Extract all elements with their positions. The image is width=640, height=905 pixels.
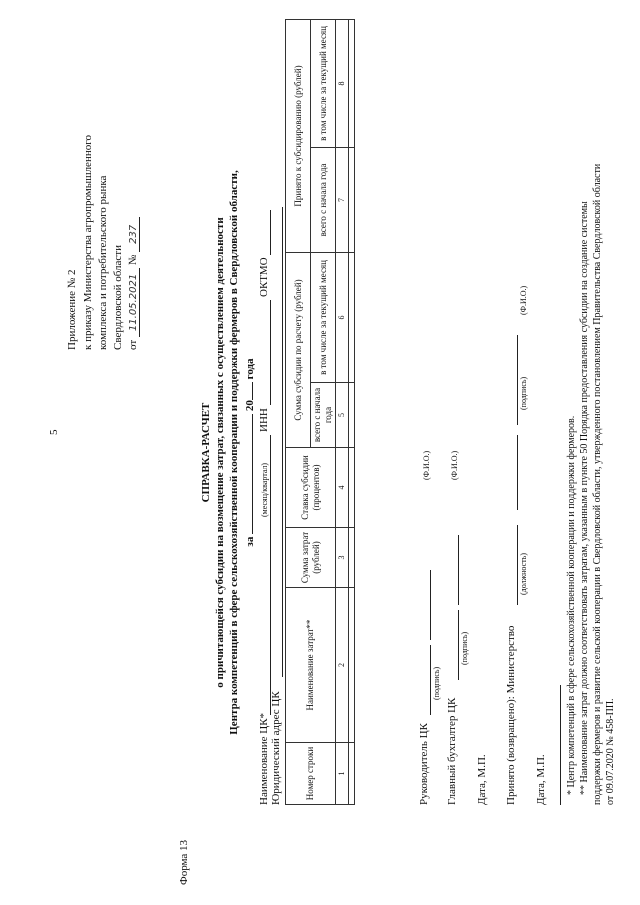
footnote-2-line-3: от 09.07.2020 № 458-ПП.: [605, 698, 616, 805]
col-number: 3: [336, 528, 349, 588]
appendix-line-3: Свердловской области: [112, 245, 124, 350]
address-field[interactable]: [282, 207, 283, 677]
period-blank[interactable]: [252, 414, 253, 534]
appendix-date-row: [127, 217, 139, 350]
appendix-line-1: к приказу Министерства агропромышленного: [82, 135, 94, 350]
table-cell[interactable]: [349, 743, 355, 805]
table-cell[interactable]: [349, 383, 355, 448]
table-row: [349, 20, 355, 805]
table-cell[interactable]: [349, 148, 355, 253]
col-cost-sum: Сумма затрат (рублей): [286, 528, 336, 588]
table-header-row-1: [286, 20, 311, 805]
doc-title-line-1: о причитающейся субсидии на возмещение затрат, связанных с осуществлением деятельности: [214, 217, 226, 688]
year-suffix: года: [244, 358, 256, 380]
sub-month-accepted: в том числе за текущий месяц: [311, 20, 336, 148]
col-cost-name: Наименование затрат**: [286, 588, 336, 743]
table-cell[interactable]: [349, 20, 355, 148]
sub-month-calc: в том числе за текущий месяц: [311, 253, 336, 383]
form-label: Форма 13: [178, 839, 190, 885]
oktmo-field[interactable]: [270, 210, 271, 255]
org-name-field[interactable]: [270, 435, 271, 715]
address-label: Юридический адрес ЦК: [270, 691, 282, 805]
doc-heading: СПРАВКА-РАСЧЕТ: [200, 402, 212, 503]
accountant-fio-hint: (Ф.И.О.): [450, 450, 459, 480]
calculation-table: [285, 19, 355, 805]
inn-field[interactable]: [270, 300, 271, 405]
accountant-signature-field[interactable]: [458, 610, 459, 680]
footnote-2-line-2: поддержки фермеров и развитие сельской кооперации в Свердловской области, утвержденного постановлением Правительства Свердловской области: [592, 163, 603, 805]
date-mp-2: Дата, М.П.: [535, 754, 547, 805]
col-subsidy-rate: Ставка субсидии (процентов): [286, 448, 336, 528]
head-signature-hint: (подпись): [432, 666, 441, 700]
col-number: 8: [336, 20, 349, 148]
position-hint: (должность): [519, 553, 528, 595]
accepted-signature-field[interactable]: [517, 435, 518, 510]
col-number: 4: [336, 448, 349, 528]
appendix-number: 237: [128, 217, 140, 252]
accountant-signature-hint: (подпись): [460, 631, 469, 665]
appendix-date: 11.05.2021: [128, 268, 140, 337]
sub-ytd-accepted: всего с начала года: [311, 148, 336, 253]
table-cell[interactable]: [349, 448, 355, 528]
accountant-label: Главный бухгалтер ЦК: [446, 697, 458, 805]
group-calculated: Сумма субсидии по расчету (рублей): [286, 253, 311, 448]
doc-title-line-2: Центра компетенций в сфере сельскохозяйственной кооперации и поддержки фермеров в Свердловской области,: [228, 170, 240, 735]
page-number: 5: [48, 429, 60, 435]
accountant-fio-field[interactable]: [458, 535, 459, 605]
year-mid: 20: [244, 400, 256, 412]
head-label: Руководитель ЦК: [418, 723, 430, 805]
table-cell[interactable]: [349, 588, 355, 743]
footnote-2-line-1: ** Наименование затрат должно соответствовать затратам, указанным в пункте 50 Порядка предоставления субсидии на создание системы: [579, 201, 590, 795]
col-row-number: Номер строки: [286, 743, 336, 805]
position-field[interactable]: [517, 525, 518, 605]
table-cell[interactable]: [349, 253, 355, 383]
table-cell[interactable]: [349, 528, 355, 588]
org-name-label: Наименование ЦК*: [258, 712, 270, 805]
footnote-1: * Центр компетенций в сфере сельскохозяйственной кооперации и поддержки фермеров.: [566, 415, 577, 795]
accepted-signature-hint: (подпись): [519, 376, 528, 410]
period-hint: (месяц/квартал): [260, 462, 269, 517]
accepted-fio-hint: (Ф.И.О.): [519, 285, 528, 315]
table-number-row: [336, 20, 349, 805]
appendix-title: Приложение № 2: [66, 269, 78, 350]
col-number: 6: [336, 253, 349, 383]
year-blank[interactable]: [252, 382, 253, 400]
head-signature-field[interactable]: [430, 645, 431, 715]
col-number: 5: [336, 383, 349, 448]
sub-ytd-calc: всего с начала года: [311, 383, 336, 448]
col-number: 2: [336, 588, 349, 743]
appendix-date-prefix: от: [127, 339, 139, 350]
oktmo-label: ОКТМО: [258, 257, 270, 297]
doc-period-row: [244, 0, 256, 905]
footnote-divider: [560, 685, 561, 805]
head-fio-field[interactable]: [430, 570, 431, 640]
appendix-line-2: комплекса и потребительского рынка: [97, 175, 109, 350]
head-fio-hint: (Ф.И.О.): [422, 450, 431, 480]
accepted-fio-field[interactable]: [517, 335, 518, 425]
accepted-label: Принято (возвращено): Министерство: [505, 625, 517, 805]
period-prefix: за: [244, 536, 256, 547]
group-accepted: Принято к субсидированию (рублей): [286, 20, 311, 253]
inn-label: ИНН: [258, 408, 270, 432]
col-number: 7: [336, 148, 349, 253]
date-mp-1: Дата, М.П.: [476, 754, 488, 805]
appendix-number-label: №: [127, 254, 139, 266]
col-number: 1: [336, 743, 349, 805]
